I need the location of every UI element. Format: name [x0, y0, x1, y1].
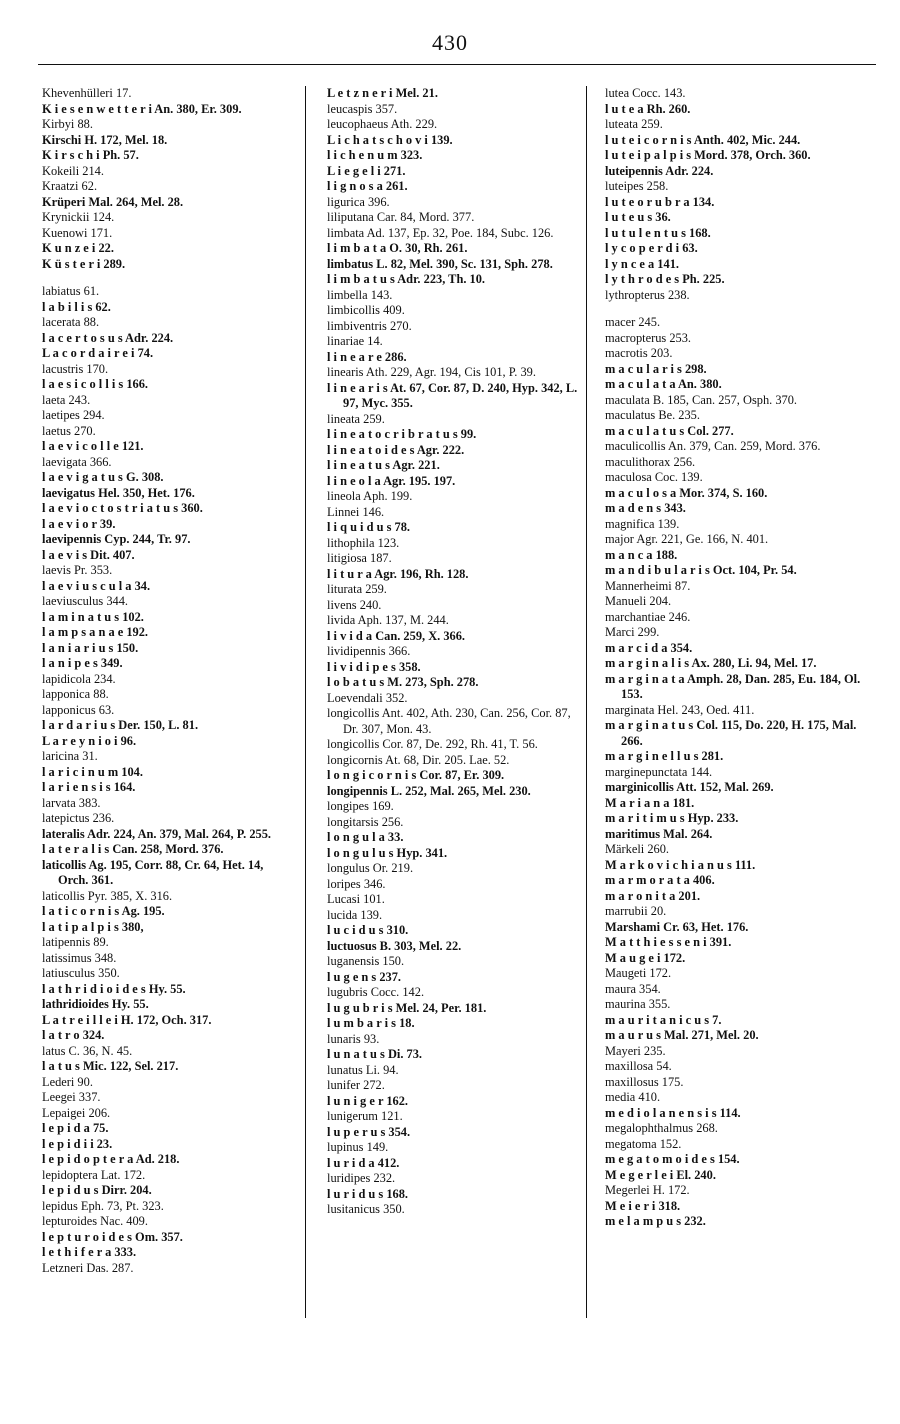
index-entry: l u t e a Rh. 260. [605, 101, 691, 116]
index-entry: l u g u b r i s Mel. 24, Per. 181. [327, 1000, 487, 1015]
index-column-3 [605, 86, 863, 1230]
index-entry: l o b a t u s M. 273, Sph. 278. [327, 675, 479, 689]
index-entry: larvata 383. [42, 795, 101, 810]
index-entry: l u r i d u s 168. [327, 1186, 409, 1201]
index-entry: l a e v i u s c u l a 34. [42, 578, 151, 593]
index-entry: l i m b a t u s Adr. 223, Th. 10. [327, 272, 486, 286]
index-entry: maura 354. [605, 981, 661, 996]
index-entry: l e t h i f e r a 333. [42, 1245, 137, 1259]
index-entry: maurina 355. [605, 997, 671, 1011]
index-entry: maculata B. 185, Can. 257, Osph. 370. [605, 392, 798, 407]
index-entry: Lederi 90. [42, 1074, 93, 1089]
index-entry: l a n i p e s 349. [42, 656, 123, 670]
index-entry: l u t u l e n t u s 168. [605, 225, 711, 240]
index-entry: longicollis Ant. 402, Ath. 230, Can. 256, Cor. 87, Dr. 307, Mon. 43. [327, 706, 571, 736]
index-entry: maculosa Coc. 139. [605, 470, 703, 484]
index-entry: luteipennis Adr. 224. [605, 163, 714, 178]
index-entry: luctuosus B. 303, Mel. 22. [327, 938, 462, 953]
index-entry: longicornis At. 68, Dir. 205. Lae. 52. [327, 752, 510, 767]
index-entry: l o n g i c o r n i s Cor. 87, Er. 309. [327, 768, 505, 782]
index-entry: Letzneri Das. 287. [42, 1260, 134, 1275]
index-entry: m e g a t o m o i d e s 154. [605, 1152, 740, 1166]
index-entry: laevigatus Hel. 350, Het. 176. [42, 485, 195, 500]
index-entry: linariae 14. [327, 334, 383, 348]
index-entry: limbella 143. [327, 287, 393, 302]
index-entry: L a t r e i l l e i H. 172, Och. 317. [42, 1012, 212, 1027]
index-entry: liturata 259. [327, 582, 387, 596]
index-entry: lunifer 272. [327, 1078, 385, 1092]
index-entry: L a r e y n i o i 96. [42, 733, 137, 748]
index-entry: luganensis 150. [327, 954, 405, 968]
index-entry: l a r i e n s i s 164. [42, 780, 136, 794]
index-entry: livida Aph. 137, M. 244. [327, 613, 449, 627]
index-entry: l a e v i c o l l e 121. [42, 439, 144, 453]
index-entry: longipennis L. 252, Mal. 265, Mel. 230. [327, 783, 531, 798]
index-entry: media 410. [605, 1090, 661, 1104]
index-entry: m a r c i d a 354. [605, 640, 693, 655]
column-divider [305, 86, 306, 1318]
index-entry: m e l a m p u s 232. [605, 1214, 706, 1228]
index-entry: leucophaeus Ath. 229. [327, 117, 438, 131]
index-entry: m a c u l o s a Mor. 374, S. 160. [605, 485, 768, 500]
index-entry: maritimus Mal. 264. [605, 826, 713, 841]
index-entry: l i g n o s a 261. [327, 179, 408, 193]
index-entry: l a r i c i n u m 104. [42, 764, 143, 779]
index-entry: Lepaigei 206. [42, 1105, 111, 1120]
index-entry: l y n c e a 141. [605, 256, 679, 271]
index-entry: l o n g u l a 33. [327, 830, 404, 844]
index-entry: laricina 31. [42, 749, 98, 763]
index-entry: macer 245. [605, 315, 661, 329]
index-entry: M a r k o v i c h i a n u s 111. [605, 857, 756, 872]
index-entry: l y c o p e r d i 63. [605, 241, 698, 255]
index-entry: lapidicola 234. [42, 671, 116, 686]
index-entry: lunatus Li. 94. [327, 1062, 399, 1077]
index-entry: lapponicus 63. [42, 702, 115, 717]
index-entry: maxillosa 54. [605, 1059, 672, 1073]
index-entry: luteipes 258. [605, 179, 669, 193]
index-entry: lepidoptera Lat. 172. [42, 1167, 146, 1182]
index-entry: maculicollis An. 379, Can. 259, Mord. 376. [605, 439, 821, 453]
index-entry: Mannerheimi 87. [605, 578, 691, 593]
index-entry: magnifica 139. [605, 516, 680, 531]
index-entry: Kokeili 214. [42, 163, 104, 178]
index-entry: l a b i l i s 62. [42, 299, 111, 314]
index-entry: l i n e a r i s At. 67, Cor. 87, D. 240, Hyp. 342, L. 97, Myc. 355. [327, 380, 578, 410]
index-entry: l a e v i g a t u s G. 308. [42, 470, 164, 484]
index-entry: M e g e r l e i El. 240. [605, 1167, 716, 1182]
index-entry: M e i e r i 318. [605, 1198, 681, 1213]
index-entry: l i m b a t a O. 30, Rh. 261. [327, 241, 468, 255]
index-entry: l u p e r u s 354. [327, 1124, 411, 1139]
index-entry: Linnei 146. [327, 504, 385, 519]
index-entry: laevipennis Cyp. 244, Tr. 97. [42, 532, 191, 546]
index-entry: l a t i c o r n i s Ag. 195. [42, 904, 165, 918]
index-entry: l a e s i c o l l i s 166. [42, 377, 149, 391]
index-entry: Marci 299. [605, 625, 660, 639]
index-entry: Mayeri 235. [605, 1043, 666, 1058]
index-entry: longipes 169. [327, 799, 394, 813]
index-entry: l u t e i p a l p i s Mord. 378, Orch. 360. [605, 148, 811, 162]
index-entry: l u c i d u s 310. [327, 923, 409, 937]
index-entry: l a m p s a n a e 192. [42, 625, 149, 639]
index-entry: m a c u l a t a An. 380. [605, 377, 722, 391]
index-entry: m a n c a 188. [605, 547, 678, 562]
index-entry: l a t r o 324. [42, 1028, 105, 1042]
index-entry: marchantiae 246. [605, 609, 691, 624]
index-entry: Kraatzi 62. [42, 179, 98, 193]
index-column-2 [327, 86, 582, 1218]
index-entry: longulus Or. 219. [327, 861, 414, 875]
index-entry: laevigata 366. [42, 454, 112, 469]
index-entry: L e t z n e r i Mel. 21. [327, 86, 438, 100]
index-entry: luridipes 232. [327, 1171, 396, 1185]
index-entry: M a r i a n a 181. [605, 795, 695, 810]
index-entry: M a u g e i 172. [605, 950, 686, 965]
index-entry: l i v i d a Can. 259, X. 366. [327, 628, 466, 643]
index-entry: l o n g u l u s Hyp. 341. [327, 845, 448, 860]
index-entry: l a t i p a l p i s 380, [42, 919, 144, 934]
index-entry: Lucasi 101. [327, 892, 385, 906]
index-entry: laetipes 294. [42, 408, 105, 422]
index-entry: lythropterus 238. [605, 287, 690, 302]
index-entry: latipennis 89. [42, 935, 109, 949]
index-entry: lineola Aph. 199. [327, 489, 413, 503]
index-entry: m a r g i n e l l u s 281. [605, 749, 724, 763]
index-entry: maxillosus 175. [605, 1074, 684, 1089]
index-entry: laticollis Ag. 195, Corr. 88, Cr. 64, Het. 14, Orch. 361. [42, 857, 264, 887]
index-entry: m a r g i n a t a Amph. 28, Dan. 285, Eu. 184, Ol. 153. [605, 671, 861, 701]
index-entry: l a m i n a t u s 102. [42, 609, 144, 624]
index-entry: l a n i a r i u s 150. [42, 640, 139, 655]
index-entry: ligurica 396. [327, 194, 390, 209]
index-entry: l a e v i o r 39. [42, 516, 116, 531]
index-entry: m a u r u s Mal. 271, Mel. 20. [605, 1028, 759, 1042]
index-entry: lunigerum 121. [327, 1109, 403, 1123]
index-entry: l e p i d i i 23. [42, 1136, 113, 1151]
index-entry: limbicollis 409. [327, 303, 405, 317]
index-entry: Kirbyi 88. [42, 117, 93, 131]
index-entry: lusitanicus 350. [327, 1202, 405, 1216]
index-entry: m a c u l a r i s 298. [605, 361, 707, 376]
index-entry: loripes 346. [327, 876, 386, 891]
index-entry: Megerlei H. 172. [605, 1183, 690, 1197]
index-entry: lithophila 123. [327, 535, 400, 550]
index-entry: marrubii 20. [605, 904, 667, 918]
index-entry: longitarsis 256. [327, 814, 404, 829]
index-entry: l i q u i d u s 78. [327, 520, 410, 534]
index-entry: longicollis Cor. 87, De. 292, Rh. 41, T. 56. [327, 737, 538, 751]
index-entry: l u t e i c o r n i s Anth. 402, Mic. 244. [605, 132, 801, 147]
index-entry: lapponica 88. [42, 687, 109, 701]
index-entry: m a r m o r a t a 406. [605, 873, 715, 887]
index-entry: lepidus Eph. 73, Pt. 323. [42, 1198, 164, 1213]
index-entry: Maugeti 172. [605, 966, 672, 980]
index-entry: laticollis Pyr. 385, X. 316. [42, 888, 173, 903]
page-number: 430 [432, 30, 468, 55]
index-entry: limbatus L. 82, Mel. 390, Sc. 131, Sph. 278. [327, 256, 553, 271]
index-entry: m a d e n s 343. [605, 501, 686, 515]
index-entry: lividipennis 366. [327, 644, 411, 658]
index-entry: lateralis Adr. 224, An. 379, Mal. 264, P. 255. [42, 826, 272, 841]
index-entry: l e p i d u s Dirr. 204. [42, 1183, 152, 1197]
index-entry: L i c h a t s c h o v i 139. [327, 132, 453, 147]
index-entry: limbiventris 270. [327, 318, 412, 333]
index-entry: l a t h r i d i o i d e s Hy. 55. [42, 981, 186, 996]
index-entry: l u g e n s 237. [327, 969, 402, 984]
index-entry: maculithorax 256. [605, 454, 696, 469]
index-entry: l a t e r a l i s Can. 258, Mord. 376. [42, 842, 224, 856]
index-entry: lacerata 88. [42, 315, 100, 329]
index-entry: latissimus 348. [42, 950, 117, 965]
index-entry: lacustris 170. [42, 361, 109, 376]
index-entry: K u n z e i 22. [42, 241, 114, 255]
index-entry: linearis Ath. 229, Agr. 194, Cis 101, P. 39. [327, 365, 536, 379]
index-entry: lucida 139. [327, 907, 383, 922]
index-entry: l i n e a r e 286. [327, 349, 407, 364]
index-entry: lutea Cocc. 143. [605, 86, 686, 100]
index-entry: l a t u s Mic. 122, Sel. 217. [42, 1059, 179, 1073]
index-entry: l e p i d a 75. [42, 1121, 109, 1135]
index-entry: l u m b a r i s 18. [327, 1016, 415, 1030]
index-entry: m e d i o l a n e n s i s 114. [605, 1105, 741, 1120]
index-entry: l u n a t u s Di. 73. [327, 1047, 423, 1061]
index-entry: latiusculus 350. [42, 966, 120, 980]
index-entry: lugubris Cocc. 142. [327, 985, 425, 999]
column-divider [586, 86, 587, 1318]
index-entry: l a e v i o c t o s t r i a t u s 360. [42, 501, 203, 515]
index-entry: l i c h e n u m 323. [327, 148, 423, 162]
index-entry: m a r i t i m u s Hyp. 233. [605, 811, 739, 825]
index-entry: labiatus 61. [42, 284, 100, 298]
index-entry: m a n d i b u l a r i s Oct. 104, Pr. 54. [605, 563, 797, 577]
index-entry: liliputana Car. 84, Mord. 377. [327, 210, 475, 224]
index-entry: l i v i d i p e s 358. [327, 659, 421, 674]
index-entry: marginicollis Att. 152, Mal. 269. [605, 780, 774, 794]
header-rule [38, 64, 876, 65]
index-entry: laeta 243. [42, 392, 91, 407]
index-entry: lepturoides Nac. 409. [42, 1214, 148, 1228]
index-entry: l i n e o l a Agr. 195. 197. [327, 473, 456, 488]
index-entry: Krynickii 124. [42, 210, 115, 224]
index-entry: m a c u l a t u s Col. 277. [605, 423, 734, 438]
index-entry: macrotis 203. [605, 346, 673, 360]
index-column-1 [42, 86, 294, 1276]
index-entry: l i t u r a Agr. 196, Rh. 128. [327, 566, 469, 581]
index-entry: l a r d a r i u s Der. 150, L. 81. [42, 718, 199, 732]
index-entry: limbata Ad. 137, Ep. 32, Poe. 184, Subc. 126. [327, 225, 554, 240]
index-entry: l a e v i s Dit. 407. [42, 547, 135, 562]
index-entry: l e p i d o p t e r a Ad. 218. [42, 1152, 180, 1166]
index-entry: L i e g e l i 271. [327, 163, 406, 178]
index-entry: marginata Hel. 243, Oed. 411. [605, 702, 755, 717]
index-entry: L a c o r d a i r e i 74. [42, 346, 154, 360]
index-entry: Märkeli 260. [605, 842, 670, 856]
index-entry: Khevenhülleri 17. [42, 86, 132, 100]
index-entry: major Agr. 221, Ge. 166, N. 401. [605, 532, 769, 546]
index-entry: l e p t u r o i d e s Om. 357. [42, 1229, 183, 1244]
index-entry: l i n e a t u s Agr. 221. [327, 458, 440, 472]
index-entry: l i n e a t o i d e s Agr. 222. [327, 442, 465, 457]
index-entry: l i n e a t o c r i b r a t u s 99. [327, 427, 477, 441]
index-entry: macropterus 253. [605, 330, 692, 345]
index-entry: K i e s e n w e t t e r i An. 380, Er. 309. [42, 101, 242, 116]
index-entry: l u r i d a 412. [327, 1155, 400, 1170]
index-entry: latus C. 36, N. 45. [42, 1043, 133, 1058]
index-entry: litigiosa 187. [327, 551, 392, 565]
index-entry: laeviusculus 344. [42, 594, 129, 608]
index-entry: Marshami Cr. 63, Het. 176. [605, 919, 749, 934]
index-entry: l y t h r o d e s Ph. 225. [605, 272, 725, 286]
index-entry: lineata 259. [327, 411, 385, 426]
index-entry: maculatus Be. 235. [605, 408, 700, 422]
index-entry: l a c e r t o s u s Adr. 224. [42, 330, 174, 345]
index-entry: leucaspis 357. [327, 101, 398, 116]
index-entry: m a r g i n a t u s Col. 115, Do. 220, H. 175, Mal. 266. [605, 718, 857, 748]
index-entry: laevis Pr. 353. [42, 563, 113, 577]
index-entry: lupinus 149. [327, 1140, 389, 1154]
index-entry: lunaris 93. [327, 1031, 380, 1046]
index-entry: latepictus 236. [42, 811, 115, 825]
index-entry: M a t t h i e s s e n i 391. [605, 935, 732, 949]
index-entry: Kuenowi 171. [42, 225, 113, 240]
index-entry: m a r o n i t a 201. [605, 888, 701, 903]
index-entry: K ü s t e r i 289. [42, 256, 126, 271]
index-entry: megalophthalmus 268. [605, 1121, 718, 1135]
index-entry: l u n i g e r 162. [327, 1093, 409, 1108]
index-entry: marginepunctata 144. [605, 764, 713, 779]
index-entry: K i r s c h i Ph. 57. [42, 148, 139, 162]
index-entry: livens 240. [327, 597, 382, 612]
index-entry: laetus 270. [42, 423, 96, 438]
index-entry: Loevendali 352. [327, 690, 408, 705]
index-entry: Leegei 337. [42, 1090, 101, 1104]
index-entry: l u t e o r u b r a 134. [605, 194, 715, 209]
index-entry: Krüperi Mal. 264, Mel. 28. [42, 194, 184, 209]
index-entry: Kirschi H. 172, Mel. 18. [42, 132, 168, 147]
index-entry: luteata 259. [605, 117, 663, 131]
index-entry: Manueli 204. [605, 594, 672, 608]
index-entry: megatoma 152. [605, 1136, 682, 1151]
index-entry: m a r g i n a l i s Ax. 280, Li. 94, Mel. 17. [605, 656, 817, 670]
index-entry: m a u r i t a n i c u s 7. [605, 1012, 722, 1027]
index-entry: l u t e u s 36. [605, 210, 671, 224]
index-entry: lathridioides Hy. 55. [42, 997, 149, 1011]
